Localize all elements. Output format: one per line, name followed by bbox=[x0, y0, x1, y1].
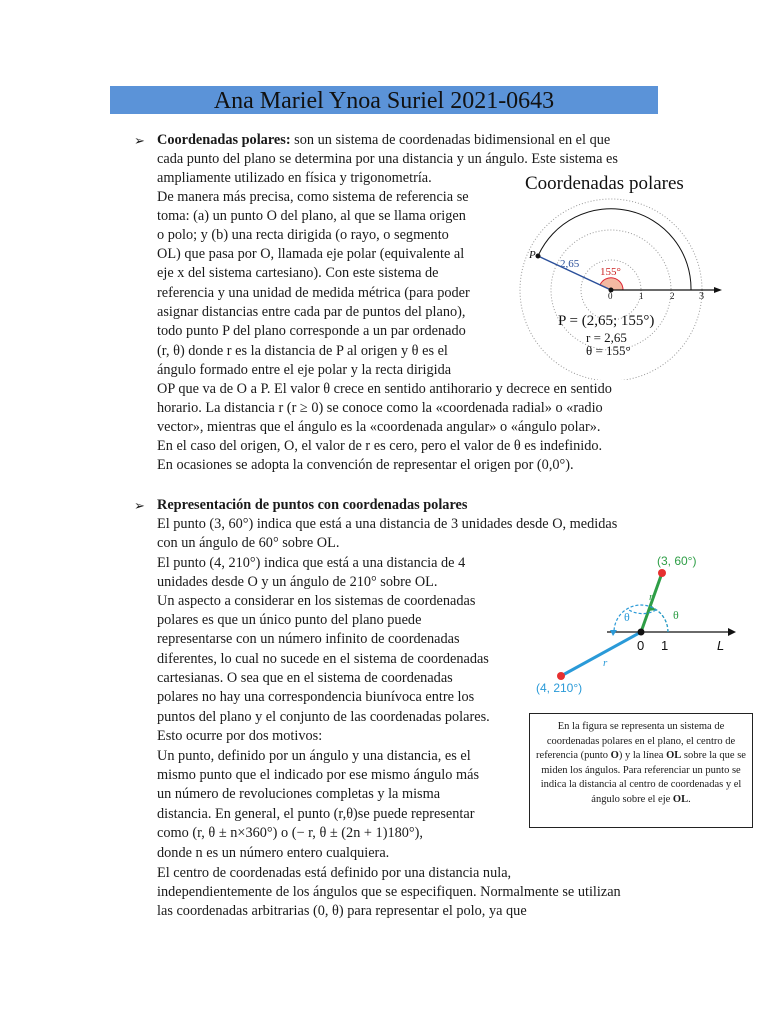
section2-line: independientemente de los ángulos que se especifiquen. Normalmente se utilizan bbox=[157, 884, 621, 900]
section2-heading-text: Representación de puntos con coordenadas polares bbox=[157, 497, 468, 513]
section2-heading bbox=[157, 496, 467, 515]
figure-caption-box bbox=[529, 713, 753, 828]
r-label-blue: r bbox=[603, 657, 608, 669]
section1-line: OL) que pasa por O, llamada eje polar (equivalente al bbox=[157, 246, 465, 262]
figure1-title: Coordenadas polares bbox=[525, 173, 684, 194]
section1-first-line bbox=[157, 131, 610, 150]
axis-arrow-icon bbox=[728, 628, 736, 636]
caption-bold: OL bbox=[666, 750, 682, 761]
section1-line: En el caso del origen, O, el valor de r es cero, pero el valor de θ es indefinido. bbox=[157, 438, 603, 454]
bullet-arrow-icon: ➢ bbox=[134, 498, 145, 513]
section2-line: representarse con un número infinito de coordenadas bbox=[157, 631, 460, 647]
origin-label: 0 bbox=[637, 638, 645, 653]
equation-point: P = (2,65; 155°) bbox=[558, 313, 655, 329]
origin-point bbox=[638, 629, 645, 636]
tick-label: 0 bbox=[608, 291, 613, 301]
section1-line: OP que va de O a P. El valor θ crece en sentido antihorario y decrece en sentido bbox=[157, 381, 612, 397]
tick-label: 1 bbox=[639, 291, 644, 301]
axis-arrow-icon bbox=[714, 287, 722, 293]
point-3-60 bbox=[658, 569, 666, 577]
r-label-green: r bbox=[649, 591, 654, 603]
bullet-arrow-icon: ➢ bbox=[134, 133, 145, 148]
point-4-210 bbox=[557, 672, 565, 680]
equation-theta: θ = 155° bbox=[586, 343, 631, 358]
points-figure bbox=[525, 548, 750, 703]
section2-line: un número de revoluciones completas y la misma bbox=[157, 786, 441, 802]
theta-label-blue: θ bbox=[624, 610, 630, 624]
section1-line: referencia y una unidad de medida métrica (para poder bbox=[157, 285, 470, 301]
section2-line: El punto (4, 210°) indica que está a una distancia de 4 bbox=[157, 555, 466, 571]
section1-line: o polo; y (b) una recta dirigida (o rayo, o segmento bbox=[157, 227, 449, 243]
section1-heading: Coordenadas polares: bbox=[157, 132, 291, 148]
section2-line: El punto (3, 60°) indica que está a una distancia de 3 unidades desde O, medidas bbox=[157, 516, 618, 532]
caption-text: . bbox=[688, 793, 691, 805]
theta-label-green: θ bbox=[673, 608, 679, 622]
polar-coordinates-figure bbox=[500, 165, 730, 380]
section1-line: todo punto P del plano corresponde a un par ordenado bbox=[157, 323, 466, 339]
tick-label: 3 bbox=[699, 291, 704, 302]
point2-label: (4, 210°) bbox=[536, 681, 583, 695]
section1-line: De manera más precisa, como sistema de referencia se bbox=[157, 189, 469, 205]
radius-line-blue bbox=[561, 632, 641, 676]
section2-line: puntos del plano y el conjunto de las coordenadas polares. bbox=[157, 709, 490, 725]
section1-line: eje x del sistema cartesiano). Con este sistema de bbox=[157, 265, 439, 281]
section1-line: vector», mientras que el ángulo es la «coordenada angular» o «ángulo polar». bbox=[157, 419, 601, 435]
section2-line: polares no hay una correspondencia biunívoca entre los bbox=[157, 689, 475, 705]
caption-bold: O bbox=[610, 750, 619, 761]
section2-line: Un punto, definido por un ángulo y una distancia, es el bbox=[157, 748, 471, 764]
section1-line: toma: (a) un punto O del plano, al que se llama origen bbox=[157, 208, 466, 224]
point1-label: (3, 60°) bbox=[657, 554, 697, 568]
section1-line: (r, θ) donde r es la distancia de P al origen y θ es el bbox=[157, 343, 448, 359]
radius-label: 2,65 bbox=[560, 258, 580, 270]
section2-line: Esto ocurre por dos motivos: bbox=[157, 728, 323, 744]
caption-bold: OL bbox=[672, 793, 689, 805]
section2-line: donde n es un número entero cualquiera. bbox=[157, 845, 390, 861]
section1-line: ampliamente utilizado en física y trigonometría. bbox=[157, 170, 432, 186]
arc-arrow-icon bbox=[610, 630, 617, 636]
caption-text: sobre la que se miden los ángulos. Para referenciar un punto se indica la distancia al centro de coordenadas y el ángulo sobre el eje bbox=[540, 750, 746, 805]
caption-text: ) y la línea bbox=[618, 750, 667, 761]
section1-line: ángulo formado entre el eje polar y la recta dirigida bbox=[157, 362, 452, 378]
section1-line: En ocasiones se adopta la convención de representar el origen por (0,0°). bbox=[157, 457, 574, 473]
section2-line: cartesianas. O sea que en el sistema de coordenadas bbox=[157, 670, 453, 686]
section2-line: como (r, θ ± n×360°) o (− r, θ ± (2n + 1)180°), bbox=[157, 825, 423, 841]
section2-line: polares es que un único punto del plano puede bbox=[157, 612, 422, 628]
tick-label: 2 bbox=[670, 291, 675, 301]
section2-line: las coordenadas arbitrarias (0, θ) para representar el polo, ya que bbox=[157, 903, 527, 919]
section2-line: Un aspecto a considerar en los sistemas de coordenadas bbox=[157, 593, 476, 609]
axis-label: L bbox=[717, 638, 725, 653]
section2-line: unidades desde O y un ángulo de 210° sobre OL. bbox=[157, 574, 438, 590]
section1-line: son un sistema de coordenadas bidimensional en el que bbox=[290, 132, 611, 148]
section1-line: cada punto del plano se determina por una distancia y un ángulo. Este sistema es bbox=[157, 151, 618, 167]
section1-line: asignar distancias entre cada par de puntos del plano), bbox=[157, 304, 466, 320]
section1-line: horario. La distancia r (r ≥ 0) se conoce como la «coordenada radial» o «radio bbox=[157, 400, 603, 416]
point-p-label: P bbox=[529, 249, 536, 261]
angle-arc-blue-top bbox=[629, 610, 656, 614]
section2-line: El centro de coordenadas está definido por una distancia nula, bbox=[157, 865, 512, 881]
angle-label: 155° bbox=[600, 266, 621, 278]
page-title: Ana Mariel Ynoa Suriel 2021-0643 bbox=[110, 86, 658, 114]
equation-r: r = 2,65 bbox=[586, 330, 627, 345]
caption-text: En la figura se representa un sistema de coordenadas polares en el plano, el centro de referencia (punto bbox=[536, 721, 736, 761]
point-p bbox=[536, 254, 541, 259]
section2-line: mismo punto que el indicado por ese mismo ángulo más bbox=[157, 767, 480, 783]
section2-line: con un ángulo de 60° sobre OL. bbox=[157, 535, 340, 551]
unit-label: 1 bbox=[661, 638, 669, 653]
section2-line: diferentes, lo cual no sucede en el sistema de coordenadas bbox=[157, 651, 489, 667]
section2-line: distancia. En general, el punto (r,θ)se puede representar bbox=[157, 806, 475, 822]
